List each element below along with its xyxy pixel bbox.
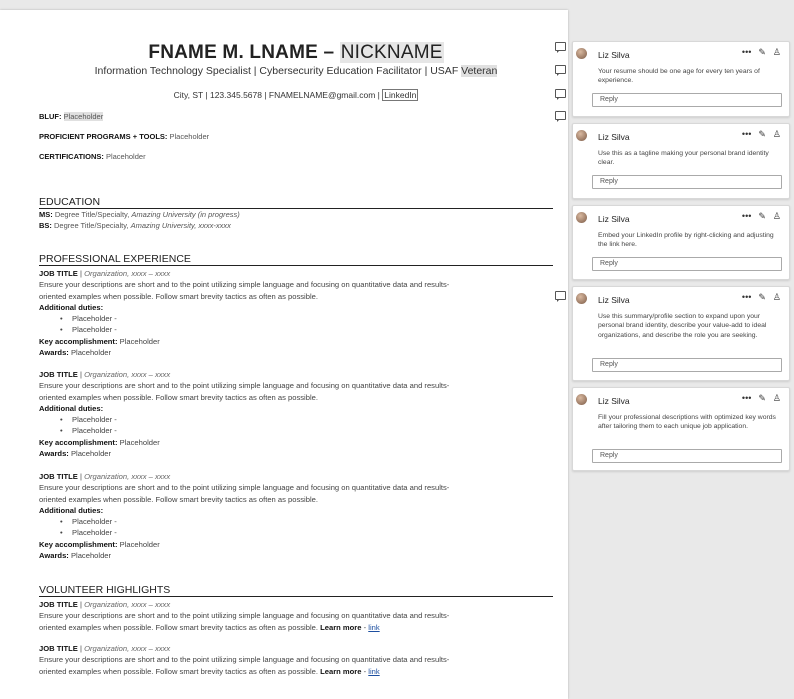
vol-org: Organization, xxxx – xxxx	[84, 600, 171, 609]
comment-card[interactable]	[572, 286, 790, 381]
reply-input[interactable]: Reply	[592, 175, 782, 189]
edit-icon[interactable]: ✎	[758, 129, 766, 139]
ms-title: Degree Title/Specialty,	[54, 210, 130, 219]
tagline-text: Information Technology Specialist | Cybersecurity Education Facilitator | USAF	[94, 65, 459, 77]
comment-actions	[735, 211, 781, 222]
comment-card[interactable]	[572, 387, 790, 471]
comment-marker-icon[interactable]	[555, 65, 566, 74]
job-sep: |	[79, 472, 82, 481]
duty-2: • Placeholder -	[72, 324, 117, 335]
resume-tagline	[39, 65, 553, 77]
comment-actions	[735, 393, 781, 404]
like-icon[interactable]: ♙	[772, 47, 781, 57]
job-title: JOB TITLE	[39, 370, 78, 379]
comment-author: Liz Silva	[598, 295, 630, 305]
vol-sep: |	[79, 600, 82, 609]
volunteer-heading: VOLUNTEER HIGHLIGHTS	[39, 584, 553, 597]
programs-label: PROFICIENT PROGRAMS + TOOLS:	[39, 132, 168, 141]
bluf-value: Placeholder	[63, 112, 104, 121]
duty-2: • Placeholder -	[72, 425, 117, 436]
duties-label: Additional duties:	[39, 403, 104, 413]
job-org: Organization, xxxx – xxxx	[84, 269, 171, 278]
awards-label: Awards:	[39, 449, 69, 459]
volunteer-1	[39, 599, 553, 633]
comment-actions	[735, 129, 781, 140]
avatar	[576, 130, 587, 141]
awards-value: Placeholder	[70, 348, 112, 358]
more-options-icon[interactable]: •••	[741, 47, 752, 57]
programs-value: Placeholder	[169, 132, 210, 141]
job-title: JOB TITLE	[39, 269, 78, 278]
job-desc-1: Ensure your descriptions are short and to the point utilizing simple language and focusing on quantitative data and results-	[39, 280, 450, 290]
job-sep: |	[79, 269, 82, 278]
accomp-value: Placeholder	[119, 539, 160, 549]
reply-input[interactable]: Reply	[592, 257, 782, 271]
vol-link[interactable]: link	[368, 666, 380, 676]
edit-icon[interactable]: ✎	[758, 292, 766, 302]
job-desc-2: oriented examples when possible. Follow smart brevity tactics as often as possible.	[39, 291, 318, 301]
duties-label: Additional duties:	[39, 505, 104, 515]
bs-school: Amazing University, xxxx-xxxx	[130, 221, 231, 230]
accomp-value: Placeholder	[119, 437, 160, 447]
comment-text: Use this summary/profile section to expand upon your personal brand identity, describe your value-add to ideal organizations, and describe the role you are seeking.	[598, 313, 767, 339]
vol-desc-1: Ensure your descriptions are short and to the point utilizing simple language and focusing on quantitative data and results-	[39, 655, 450, 665]
bs-title: Degree Title/Specialty,	[54, 221, 129, 230]
more-options-icon[interactable]: •••	[741, 393, 752, 403]
vol-title: JOB TITLE	[39, 600, 78, 609]
job-sep: |	[79, 370, 82, 379]
comment-marker-icon[interactable]	[555, 42, 566, 51]
learn-more: Learn more	[320, 622, 362, 632]
bluf-line	[39, 112, 103, 121]
accomp-value: Placeholder	[119, 336, 160, 346]
certs-label: CERTIFICATIONS:	[39, 152, 104, 161]
accomp-label: Key accomplishment:	[39, 336, 118, 346]
vol-dash: -	[363, 622, 367, 632]
reply-input[interactable]: Reply	[592, 358, 782, 372]
volunteer-2	[39, 643, 553, 677]
job-desc-1: Ensure your descriptions are short and to the point utilizing simple language and focusing on quantitative data and results-	[39, 483, 450, 493]
comment-text: Fill your professional descriptions with optimized key words after tailoring them to each unique job application.	[598, 414, 776, 431]
vol-header	[39, 643, 553, 654]
comment-author: Liz Silva	[598, 396, 630, 406]
vol-desc-1: Ensure your descriptions are short and to the point utilizing simple language and focusing on quantitative data and results-	[39, 611, 450, 621]
job-desc-2: oriented examples when possible. Follow smart brevity tactics as often as possible.	[39, 494, 318, 504]
job-title: JOB TITLE	[39, 472, 78, 481]
tagline-veteran: Veteran	[461, 65, 498, 77]
like-icon[interactable]: ♙	[772, 292, 781, 302]
job-org: Organization, xxxx – xxxx	[84, 472, 171, 481]
accomp-label: Key accomplishment:	[39, 437, 118, 447]
job-2	[39, 369, 553, 459]
programs-line	[39, 132, 209, 141]
education-ms	[39, 210, 240, 219]
avatar	[576, 293, 587, 304]
comment-text: Use this as a tagline making your personal brand identity clear.	[598, 150, 769, 167]
ms-school: Amazing University (in progress)	[131, 210, 240, 219]
accomp-label: Key accomplishment:	[39, 539, 118, 549]
like-icon[interactable]: ♙	[772, 129, 781, 139]
ms-label: MS:	[39, 210, 53, 219]
learn-more: Learn more	[320, 666, 362, 676]
bs-label: BS:	[39, 221, 52, 230]
vol-dash: -	[363, 666, 367, 676]
comment-actions	[735, 47, 781, 58]
bluf-label: BLUF:	[39, 112, 62, 121]
comment-text: Your resume should be one age for every ten years of experience.	[598, 68, 760, 85]
awards-label: Awards:	[39, 348, 69, 358]
job-desc-2: oriented examples when possible. Follow smart brevity tactics as often as possible.	[39, 392, 318, 402]
awards-label: Awards:	[39, 551, 69, 561]
awards-value: Placeholder	[70, 551, 112, 561]
vol-link[interactable]: link	[368, 622, 380, 632]
experience-heading: PROFESSIONAL EXPERIENCE	[39, 253, 553, 266]
nickname: NICKNAME	[340, 42, 443, 63]
education-bs	[39, 221, 231, 230]
comment-card[interactable]	[572, 205, 790, 280]
reply-input[interactable]: Reply	[592, 449, 782, 463]
comment-actions	[735, 292, 781, 303]
vol-title: JOB TITLE	[39, 644, 78, 653]
contact-line	[39, 90, 553, 100]
vol-header	[39, 599, 553, 610]
comment-marker-icon[interactable]	[555, 291, 566, 300]
vol-desc-2: oriented examples when possible. Follow smart brevity tactics as often as possible.	[39, 666, 318, 676]
edit-icon[interactable]: ✎	[758, 47, 766, 57]
certs-line	[39, 152, 146, 161]
job-header	[39, 471, 553, 482]
avatar	[576, 394, 587, 405]
job-3	[39, 471, 553, 561]
reply-input[interactable]: Reply	[592, 93, 782, 107]
comment-marker-icon[interactable]	[555, 89, 566, 98]
comment-card[interactable]	[572, 123, 790, 199]
comment-marker-icon[interactable]	[555, 111, 566, 120]
edit-icon[interactable]: ✎	[758, 393, 766, 403]
duty-2: • Placeholder -	[72, 527, 117, 538]
edit-icon[interactable]: ✎	[758, 211, 766, 221]
avatar	[576, 48, 587, 59]
resume-name	[39, 42, 553, 64]
more-options-icon[interactable]: •••	[741, 292, 752, 302]
awards-value: Placeholder	[70, 449, 112, 459]
certs-value: Placeholder	[105, 152, 146, 161]
comment-author: Liz Silva	[598, 132, 630, 142]
more-options-icon[interactable]: •••	[741, 211, 752, 221]
contact-text: City, ST | 123.345.5678 | FNAMELNAME@gmail.com |	[173, 90, 380, 100]
duty-1: • Placeholder -	[72, 313, 117, 324]
duty-1: • Placeholder -	[72, 414, 117, 425]
linkedin-link[interactable]: LinkedIn	[384, 90, 417, 100]
education-heading: EDUCATION	[39, 196, 553, 209]
job-desc-1: Ensure your descriptions are short and to the point utilizing simple language and focusing on quantitative data and results-	[39, 381, 450, 391]
more-options-icon[interactable]: •••	[741, 129, 752, 139]
comment-author: Liz Silva	[598, 50, 630, 60]
comment-text: Embed your LinkedIn profile by right-clicking and adjusting the link here.	[598, 232, 774, 249]
comment-card[interactable]	[572, 41, 790, 117]
vol-desc-2: oriented examples when possible. Follow smart brevity tactics as often as possible.	[39, 622, 318, 632]
job-header	[39, 268, 553, 279]
like-icon[interactable]: ♙	[772, 393, 781, 403]
job-header	[39, 369, 553, 380]
duties-label: Additional duties:	[39, 302, 104, 312]
vol-sep: |	[79, 644, 82, 653]
vol-org: Organization, xxxx – xxxx	[84, 644, 171, 653]
job-org: Organization, xxxx – xxxx	[84, 370, 171, 379]
full-name: FNAME M. LNAME –	[148, 42, 335, 63]
like-icon[interactable]: ♙	[772, 211, 781, 221]
duty-1: • Placeholder -	[72, 516, 117, 527]
job-1	[39, 268, 553, 358]
document-page[interactable]	[0, 10, 568, 699]
avatar	[576, 212, 587, 223]
comment-author: Liz Silva	[598, 214, 630, 224]
